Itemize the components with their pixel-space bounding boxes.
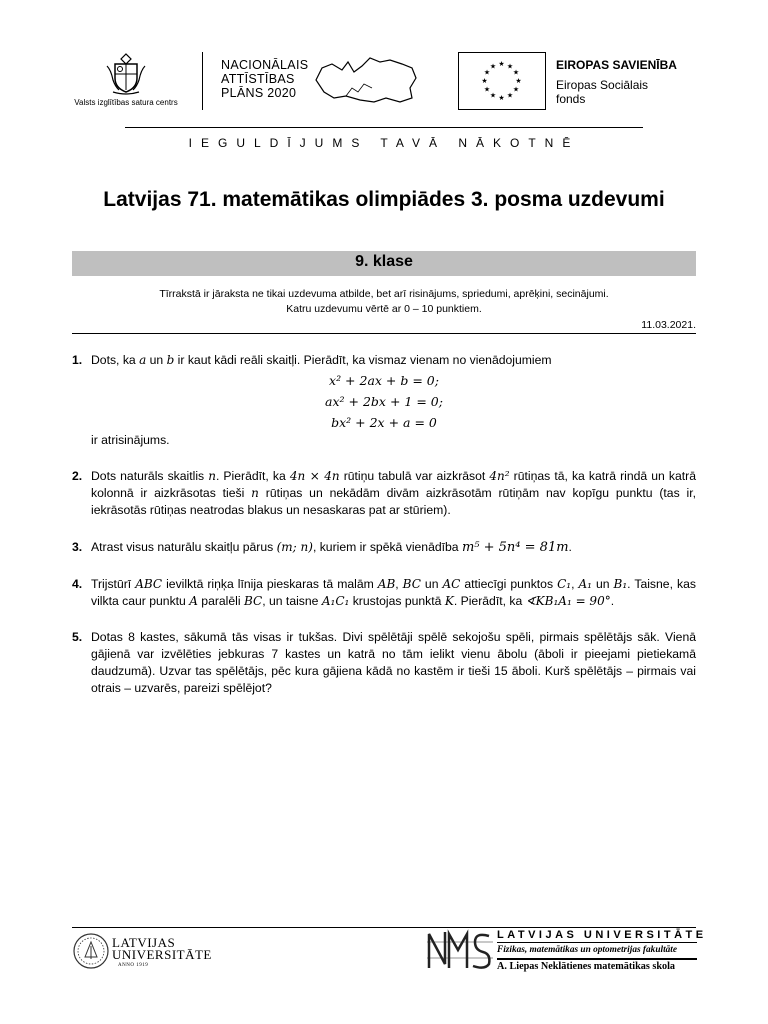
- text-run: krustojas punktā: [349, 594, 445, 608]
- math-grid: 4n × 4n: [289, 469, 340, 483]
- lu-anno: ANNO 1919: [118, 963, 149, 968]
- text-run: rūtiņu tabulā var aizkrāsot: [339, 469, 490, 483]
- problem-text: Dotas 8 kastes, sākumā tās visas ir tukšas. Divi spēlētāji spēlē sekojošu spēli, pirmais spēlētājs sāk. Vienā gājienā var izvēlēties jebkuras 7 kastes un katrā no tām ielikt vienu ābolu (āboli ir pieejami pietiekamā daudzumā). Uzvar tas spēlētājs, pēc kura gājiena kādā no kastēm ir tieši 15 āboli. Kurš spēlētājs – pirmais vai otrais – uzvarēs, pareizi spēlējot?: [91, 630, 696, 695]
- svg-text:★: ★: [489, 91, 497, 100]
- eu-stars-icon: [459, 53, 544, 108]
- nms-logo-icon: [425, 928, 495, 972]
- logo-divider: [202, 52, 203, 110]
- footer-rule: [72, 927, 696, 928]
- equation-3: bx² + 2x + a = 0: [331, 415, 437, 430]
- problem-3: [72, 539, 696, 556]
- svg-text:★: ★: [512, 68, 520, 77]
- text-run: . Pierādīt, ka: [453, 594, 526, 608]
- latvia-map-icon: [312, 54, 420, 106]
- math-a: a: [139, 353, 147, 367]
- text-run: . Taisne, kas vilkta caur punktu: [91, 577, 696, 608]
- svg-text:★: ★: [489, 62, 497, 71]
- page-title: Latvijas 71. matemātikas olimpiādes 3. posma uzdevumi: [103, 188, 665, 211]
- visc-caption: Valsts izglītības satura centrs: [74, 98, 178, 107]
- problem-text: ir atrisinājums.: [91, 433, 170, 447]
- nap-line-2: ATTĪSTĪBAS: [221, 72, 295, 86]
- text-run: ,: [395, 577, 403, 591]
- svg-text:★: ★: [498, 94, 505, 102]
- text-run: Atrast visus naturālu skaitļu pārus: [91, 540, 277, 554]
- svg-text:★: ★: [506, 91, 514, 100]
- eu-sub-line-1: Eiropas Sociālais: [556, 78, 649, 92]
- math-equation: m⁵ + 5n⁴ = 81m: [461, 540, 569, 555]
- math-bc: BC: [402, 577, 421, 591]
- visc-logo: [70, 50, 182, 107]
- problem-number: 4.: [72, 577, 83, 591]
- text-run: attiecīgi punktos: [460, 577, 558, 591]
- math-a: A: [189, 594, 198, 608]
- math-n: n: [251, 486, 259, 500]
- text-run: un: [591, 577, 614, 591]
- lu-name-line-1: LATVIJAS: [112, 935, 176, 950]
- math-n: n: [208, 469, 216, 483]
- text-run: un: [146, 353, 167, 367]
- text-run: ievilktā riņķa līnija pieskaras tā malām: [162, 577, 378, 591]
- text-run: . Pierādīt, ka: [215, 469, 290, 483]
- instruction-line-2: Katru uzdevumu vērtē ar 0 – 10 punktiem.: [286, 303, 482, 315]
- math-pair: (m; n): [276, 540, 313, 554]
- problem-5: [72, 629, 696, 697]
- eu-subtitle: [556, 78, 648, 106]
- svg-text:★: ★: [512, 85, 520, 94]
- problem-text: [91, 468, 696, 519]
- nap-line-3: PLĀNS 2020: [221, 86, 297, 100]
- school-name: A. Liepas Neklātienes matemātikas skola: [497, 961, 675, 972]
- university-title: LATVIJAS UNIVERSITĀTE: [497, 929, 707, 941]
- lu-name-line-2: UNIVERSITĀTE: [112, 947, 212, 962]
- math-b1: B₁: [613, 577, 628, 591]
- text-run: , kuriem ir spēkā vienādība: [312, 540, 462, 554]
- problem-number: 3.: [72, 540, 83, 554]
- svg-text:★: ★: [483, 68, 491, 77]
- svg-text:★: ★: [515, 77, 522, 85]
- problem-text: [91, 539, 696, 556]
- eu-sub-line-2: fonds: [556, 92, 586, 106]
- math-a1: A₁: [578, 577, 592, 591]
- math-c1: C₁: [557, 577, 572, 591]
- math-bc: BC: [243, 594, 263, 608]
- instruction-line-1: Tīrrakstā ir jāraksta ne tikai uzdevuma atbilde, bet arī risinājums, spriedumi, aprēķini, secinājumi.: [159, 288, 609, 300]
- class-label: 9. klase: [355, 253, 413, 270]
- problem-text: [91, 576, 696, 610]
- text-run: rūtiņas un nekādām divām aizkrāsotām rūtiņām nav kopīgu punktu (tas ir, iekrāsotās rūtiņas neatrodas blakus un nesaskaras pat ar stūriem).: [91, 486, 696, 517]
- problem-number: 1.: [72, 353, 83, 367]
- nap-2020-text: [221, 58, 308, 100]
- text-run: , un taisne: [262, 594, 322, 608]
- lu-seal-icon: [72, 932, 110, 970]
- eu-flag: [458, 52, 546, 110]
- math-ac: AC: [442, 577, 461, 591]
- svg-text:★: ★: [483, 85, 491, 94]
- nap-line-1: NACIONĀLAIS: [221, 58, 309, 72]
- problem-2: [72, 468, 696, 519]
- slogan: IEGULDĪJUMS TAVĀ NĀKOTNĒ: [188, 136, 580, 150]
- lu-name: [112, 937, 212, 961]
- footer-inner-rule: [497, 958, 697, 960]
- math-a1c1: A₁C₁: [321, 594, 350, 608]
- coat-of-arms-icon: [103, 50, 149, 96]
- problem-number: 2.: [72, 469, 83, 483]
- text-run: un: [420, 577, 443, 591]
- math-abc: ABC: [135, 577, 163, 591]
- problem-1-tail: [72, 432, 696, 449]
- date: 11.03.2021.: [641, 319, 696, 331]
- svg-text:★: ★: [481, 77, 488, 85]
- text-run: .: [610, 594, 615, 608]
- problem-4: [72, 576, 696, 610]
- text-run: ,: [571, 577, 579, 591]
- equation-1: x² + 2ax + b = 0;: [329, 373, 439, 388]
- eu-title: EIROPAS SAVIENĪBA: [556, 58, 677, 72]
- text-run: Dots naturāls skaitlis: [91, 469, 209, 483]
- problem-1: [72, 352, 696, 369]
- math-cells: 4n²: [489, 469, 510, 483]
- problem-text: [91, 352, 696, 369]
- problem-number: 5.: [72, 630, 83, 644]
- header-rule: [125, 127, 643, 128]
- math-ab: AB: [377, 577, 396, 591]
- text-run: rūtiņas tā, ka katrā rindā un katrā kolonnā ir aizkrāsotas tieši: [91, 469, 696, 500]
- equation-2: ax² + 2bx + 1 = 0;: [325, 394, 443, 409]
- content-rule: [72, 333, 696, 334]
- math-b: b: [166, 353, 175, 367]
- svg-text:★: ★: [506, 62, 514, 71]
- math-k: K: [444, 594, 454, 608]
- text-run: Trijstūrī: [91, 577, 136, 591]
- text-run: ir kaut kādi reāli skaitļi. Pierādīt, ka vismaz vienam no vienādojumiem: [174, 353, 552, 367]
- math-angle: ∢KB₁A₁ = 90°: [525, 594, 611, 608]
- text-run: paralēli: [197, 594, 244, 608]
- faculty-name: Fizikas, matemātikas un optometrijas fakultāte: [497, 945, 678, 955]
- text-run: Dots, ka: [91, 353, 140, 367]
- text-run: .: [568, 540, 572, 554]
- svg-text:★: ★: [498, 60, 505, 68]
- footer-inner-rule: [497, 942, 697, 943]
